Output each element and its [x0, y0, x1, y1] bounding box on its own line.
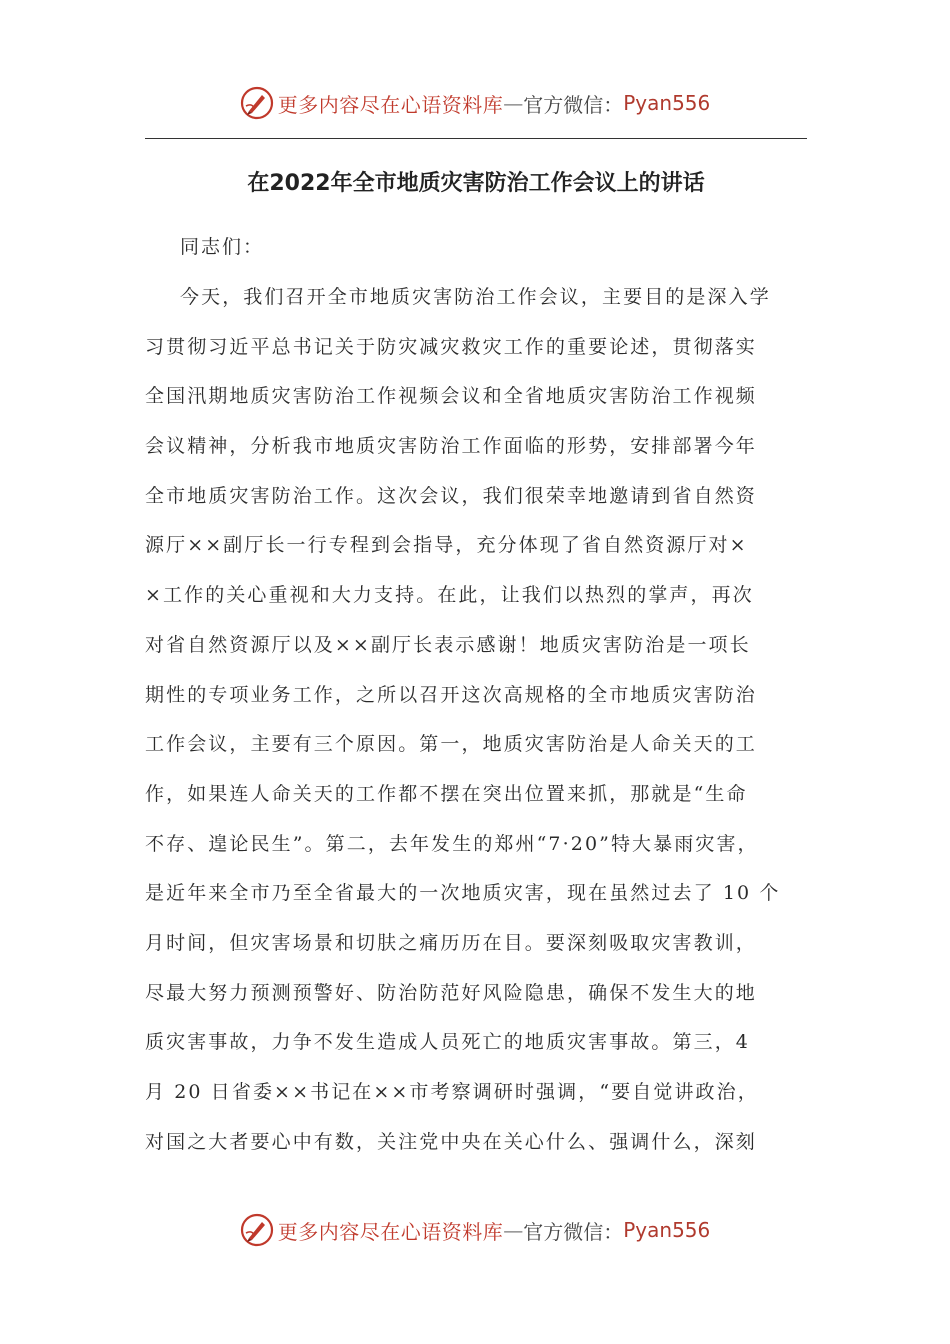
body-line: 质灾害事故，力争不发生造成人员死亡的地质灾害事故。第三，4	[145, 1031, 750, 1054]
document-title: 在2022年全市地质灾害防治工作会议上的讲话	[247, 171, 705, 196]
banner-wechat-label: 官方微信：	[523, 92, 624, 117]
footer-banner	[0, 1210, 950, 1250]
banner-slogan: 更多内容尽在心语资料库	[277, 1219, 504, 1244]
header-banner	[0, 83, 950, 123]
document-body	[145, 281, 807, 1175]
body-line: 全市地质灾害防治工作。这次会议，我们很荣幸地邀请到省自然资	[145, 484, 757, 507]
banner-slogan: 更多内容尽在心语资料库	[277, 92, 504, 117]
body-line: 是近年来全市乃至全省最大的一次地质灾害，现在虽然过去了 10 个	[145, 882, 781, 905]
quill-logo-icon	[240, 86, 274, 120]
body-line: 尽最大努力预测预警好、防治防范好风险隐患，确保不发生大的地	[145, 981, 757, 1004]
body-line: 习贯彻习近平总书记关于防灾减灾救灾工作的重要论述，贯彻落实	[145, 335, 757, 358]
banner-separator: —	[503, 91, 524, 115]
banner-wechat-id: Pyan556	[623, 91, 711, 115]
banner-wechat-id: Pyan556	[623, 1218, 711, 1242]
body-line: 对省自然资源厅以及××副厅长表示感谢！地质灾害防治是一项长	[145, 633, 751, 656]
greeting: 同志们：	[180, 236, 265, 258]
body-line: 会议精神，分析我市地质灾害防治工作面临的形势，安排部署今年	[145, 435, 757, 458]
body-line: 源厅××副厅长一行专程到会指导，充分体现了省自然资源厅对×	[145, 534, 748, 557]
body-line: 不存、遑论民生”。第二，去年发生的郑州“7·20”特大暴雨灾害，	[145, 832, 759, 855]
banner-separator: —	[503, 1218, 524, 1242]
banner-wechat-label: 官方微信：	[523, 1219, 624, 1244]
body-line: 月时间，但灾害场景和切肤之痛历历在目。要深刻吸取灾害教训，	[145, 931, 757, 954]
body-line: 期性的专项业务工作，之所以召开这次高规格的全市地质灾害防治	[145, 683, 757, 706]
body-line: ×工作的关心重视和大力支持。在此，让我们以热烈的掌声，再次	[145, 584, 754, 607]
body-line: 月 20 日省委××书记在××市考察调研时强调，“要自觉讲政治，	[145, 1081, 759, 1103]
body-line: 全国汛期地质灾害防治工作视频会议和全省地质灾害防治工作视频	[145, 385, 757, 408]
body-line: 今天，我们召开全市地质灾害防治工作会议，主要目的是深入学	[180, 286, 771, 308]
body-line: 作，如果连人命关天的工作都不摆在突出位置来抓，那就是“生命	[145, 782, 748, 805]
header-divider	[145, 138, 807, 139]
body-line: 工作会议，主要有三个原因。第一，地质灾害防治是人命关天的工	[145, 733, 757, 756]
quill-logo-icon	[240, 1213, 274, 1247]
body-line: 对国之大者要心中有数，关注党中央在关心什么、强调什么，深刻	[145, 1130, 757, 1153]
